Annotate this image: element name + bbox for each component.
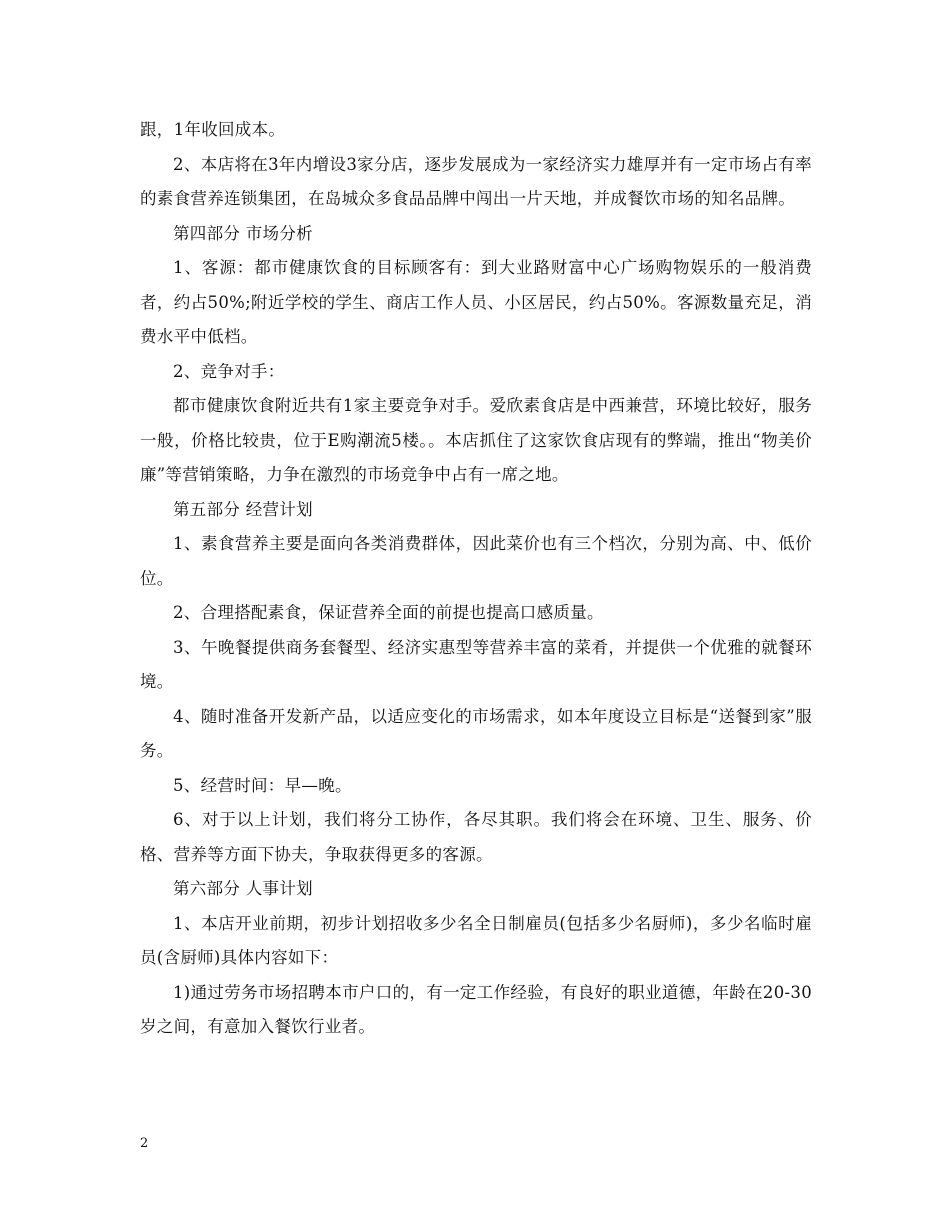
paragraph: 6、对于以上计划，我们将分工协作，各尽其职。我们将会在环境、卫生、服务、价格、营养等方面下协夫，争取获得更多的客源。 (140, 810, 812, 864)
paragraph: 1)通过劳务市场招聘本市户口的，有一定工作经验，有良好的职业道德，年龄在20-30岁之间，有意加入餐饮行业者。 (140, 982, 812, 1036)
section-heading: 第五部分 经营计划 (173, 499, 313, 519)
document-body (140, 113, 812, 1045)
paragraph: 5、经营时间：早—晚。 (173, 775, 352, 795)
paragraph: 4、随时准备开发新产品，以适应变化的市场需求，如本年度设立目标是“送餐到家”服务。 (140, 706, 812, 760)
section-heading: 第四部分 市场分析 (173, 223, 313, 243)
paragraph: 1、客源：都市健康饮食的目标顾客有：到大业路财富中心广场购物娱乐的一般消费者，约占50%;附近学校的学生、商店工作人员、小区居民，约占50%。客源数量充足，消费水平中低档。 (140, 258, 812, 346)
paragraph: 1、素食营养主要是面向各类消费群体，因此菜价也有三个档次，分别为高、中、低价位。 (140, 534, 812, 588)
paragraph: 2、合理搭配素食，保证营养全面的前提也提高口感质量。 (173, 603, 604, 622)
section-heading: 第六部分 人事计划 (173, 879, 313, 898)
page-number: 2 (140, 1136, 149, 1151)
paragraph: 3、午晚餐提供商务套餐型、经济实惠型等营养丰富的菜肴，并提供一个优雅的就餐环境。 (140, 637, 812, 691)
paragraph: 跟，1年收回成本。 (140, 120, 286, 139)
paragraph: 2、本店将在3年内增设3家分店，逐步发展成为一家经济实力雄厚并有一定市场占有率的素食营养连锁集团，在岛城众多食品品牌中闯出一片天地，并成餐饮市场的知名品牌。 (140, 154, 812, 208)
paragraph: 都市健康饮食附近共有1家主要竞争对手。爱欣素食店是中西兼营，环境比较好，服务一般，价格比较贵，位于E购潮流5楼。。本店抓住了这家饮食店现有的弊端，推出“物美价廉”等营销策略，力争在激烈的市场竞争中占有一席之地。 (140, 396, 812, 484)
paragraph: 2、竞争对手： (173, 361, 285, 381)
paragraph: 1、本店开业前期，初步计划招收多少名全日制雇员(包括多少名厨师)，多少名临时雇员(含厨师)具体内容如下： (140, 913, 812, 967)
